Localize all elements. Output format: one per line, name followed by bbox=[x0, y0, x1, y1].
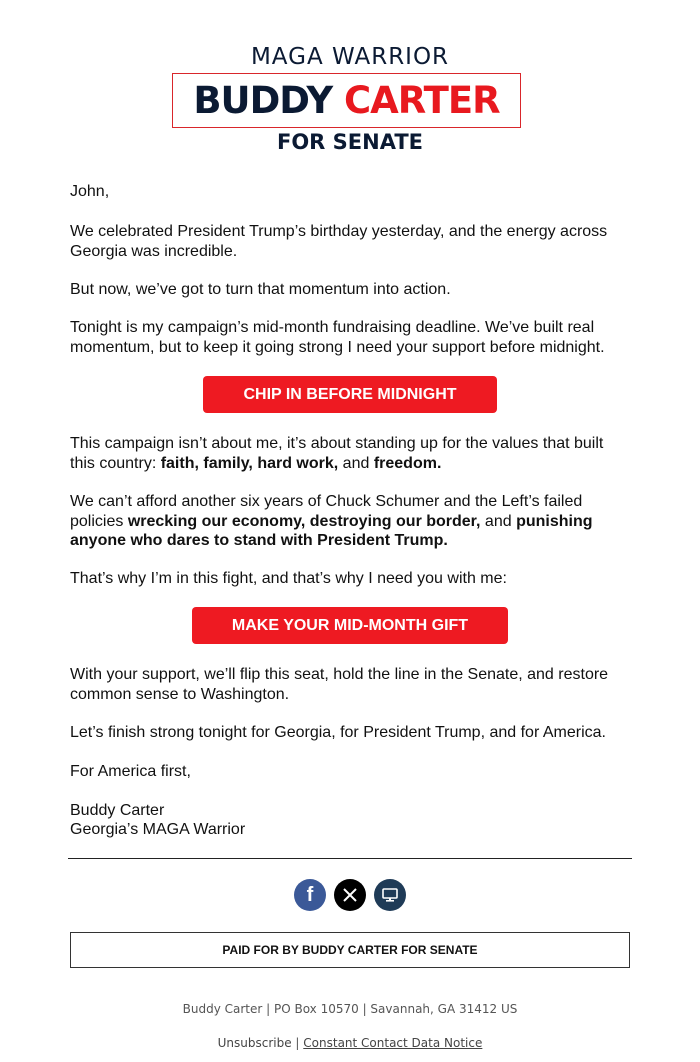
paragraph-1: We celebrated President Trump’s birthday yesterday, and the energy across Georgia was incredible. bbox=[70, 223, 608, 260]
website-icon[interactable] bbox=[374, 879, 406, 911]
closing: For America first, bbox=[70, 763, 191, 780]
x-icon[interactable] bbox=[334, 879, 366, 911]
greeting: John, bbox=[70, 183, 110, 200]
footer-links: Unsubscribe | Constant Contact Data Notice bbox=[217, 1036, 483, 1050]
signature-name: Buddy Carter bbox=[70, 802, 165, 819]
paragraph-6: That’s why I’m in this fight, and that’s why I need you with me: bbox=[70, 570, 507, 587]
mid-month-gift-button[interactable]: MAKE YOUR MID-MONTH GIFT bbox=[192, 607, 508, 644]
signature-title: Georgia’s MAGA Warrior bbox=[70, 821, 246, 838]
chip-in-button[interactable]: CHIP IN BEFORE MIDNIGHT bbox=[203, 376, 497, 413]
logo-subline: FOR SENATE bbox=[276, 130, 423, 154]
paid-for-disclaimer: PAID FOR BY BUDDY CARTER FOR SENATE bbox=[70, 932, 630, 968]
logo-first-name: BUDDY bbox=[193, 79, 333, 122]
paragraph-7: With your support, we’ll flip this seat, hold the line in the Senate, and restore common sense to Washington. bbox=[70, 666, 609, 703]
logo-last-name: CARTER bbox=[344, 79, 500, 122]
data-notice-link[interactable]: Constant Contact Data Notice bbox=[303, 1036, 483, 1050]
paragraph-3: Tonight is my campaign’s mid-month fundraising deadline. We’ve built real momentum, but to keep it going strong I need your support before midnight. bbox=[70, 319, 605, 356]
paragraph-5: We can’t afford another six years of Chuck Schumer and the Left’s failed policies wrecking our economy, destroying our border, and punishing anyone who dares to stand with President Trump. bbox=[70, 493, 593, 549]
logo-tagline: MAGA WARRIOR bbox=[250, 44, 450, 70]
unsubscribe-link[interactable]: Unsubscribe bbox=[217, 1036, 292, 1050]
footer-address: Buddy Carter | PO Box 10570 | Savannah, GA 31412 US bbox=[182, 1002, 518, 1016]
paragraph-2: But now, we’ve got to turn that momentum into action. bbox=[70, 281, 451, 298]
paragraph-8: Let’s finish strong tonight for Georgia, for President Trump, and for America. bbox=[70, 724, 606, 741]
paragraph-4: This campaign isn’t about me, it’s about standing up for the values that built this country: faith, family, hard work, and freedom. bbox=[70, 435, 604, 472]
logo-name-box bbox=[172, 73, 521, 128]
facebook-icon[interactable]: f bbox=[294, 879, 326, 911]
divider bbox=[68, 858, 632, 859]
